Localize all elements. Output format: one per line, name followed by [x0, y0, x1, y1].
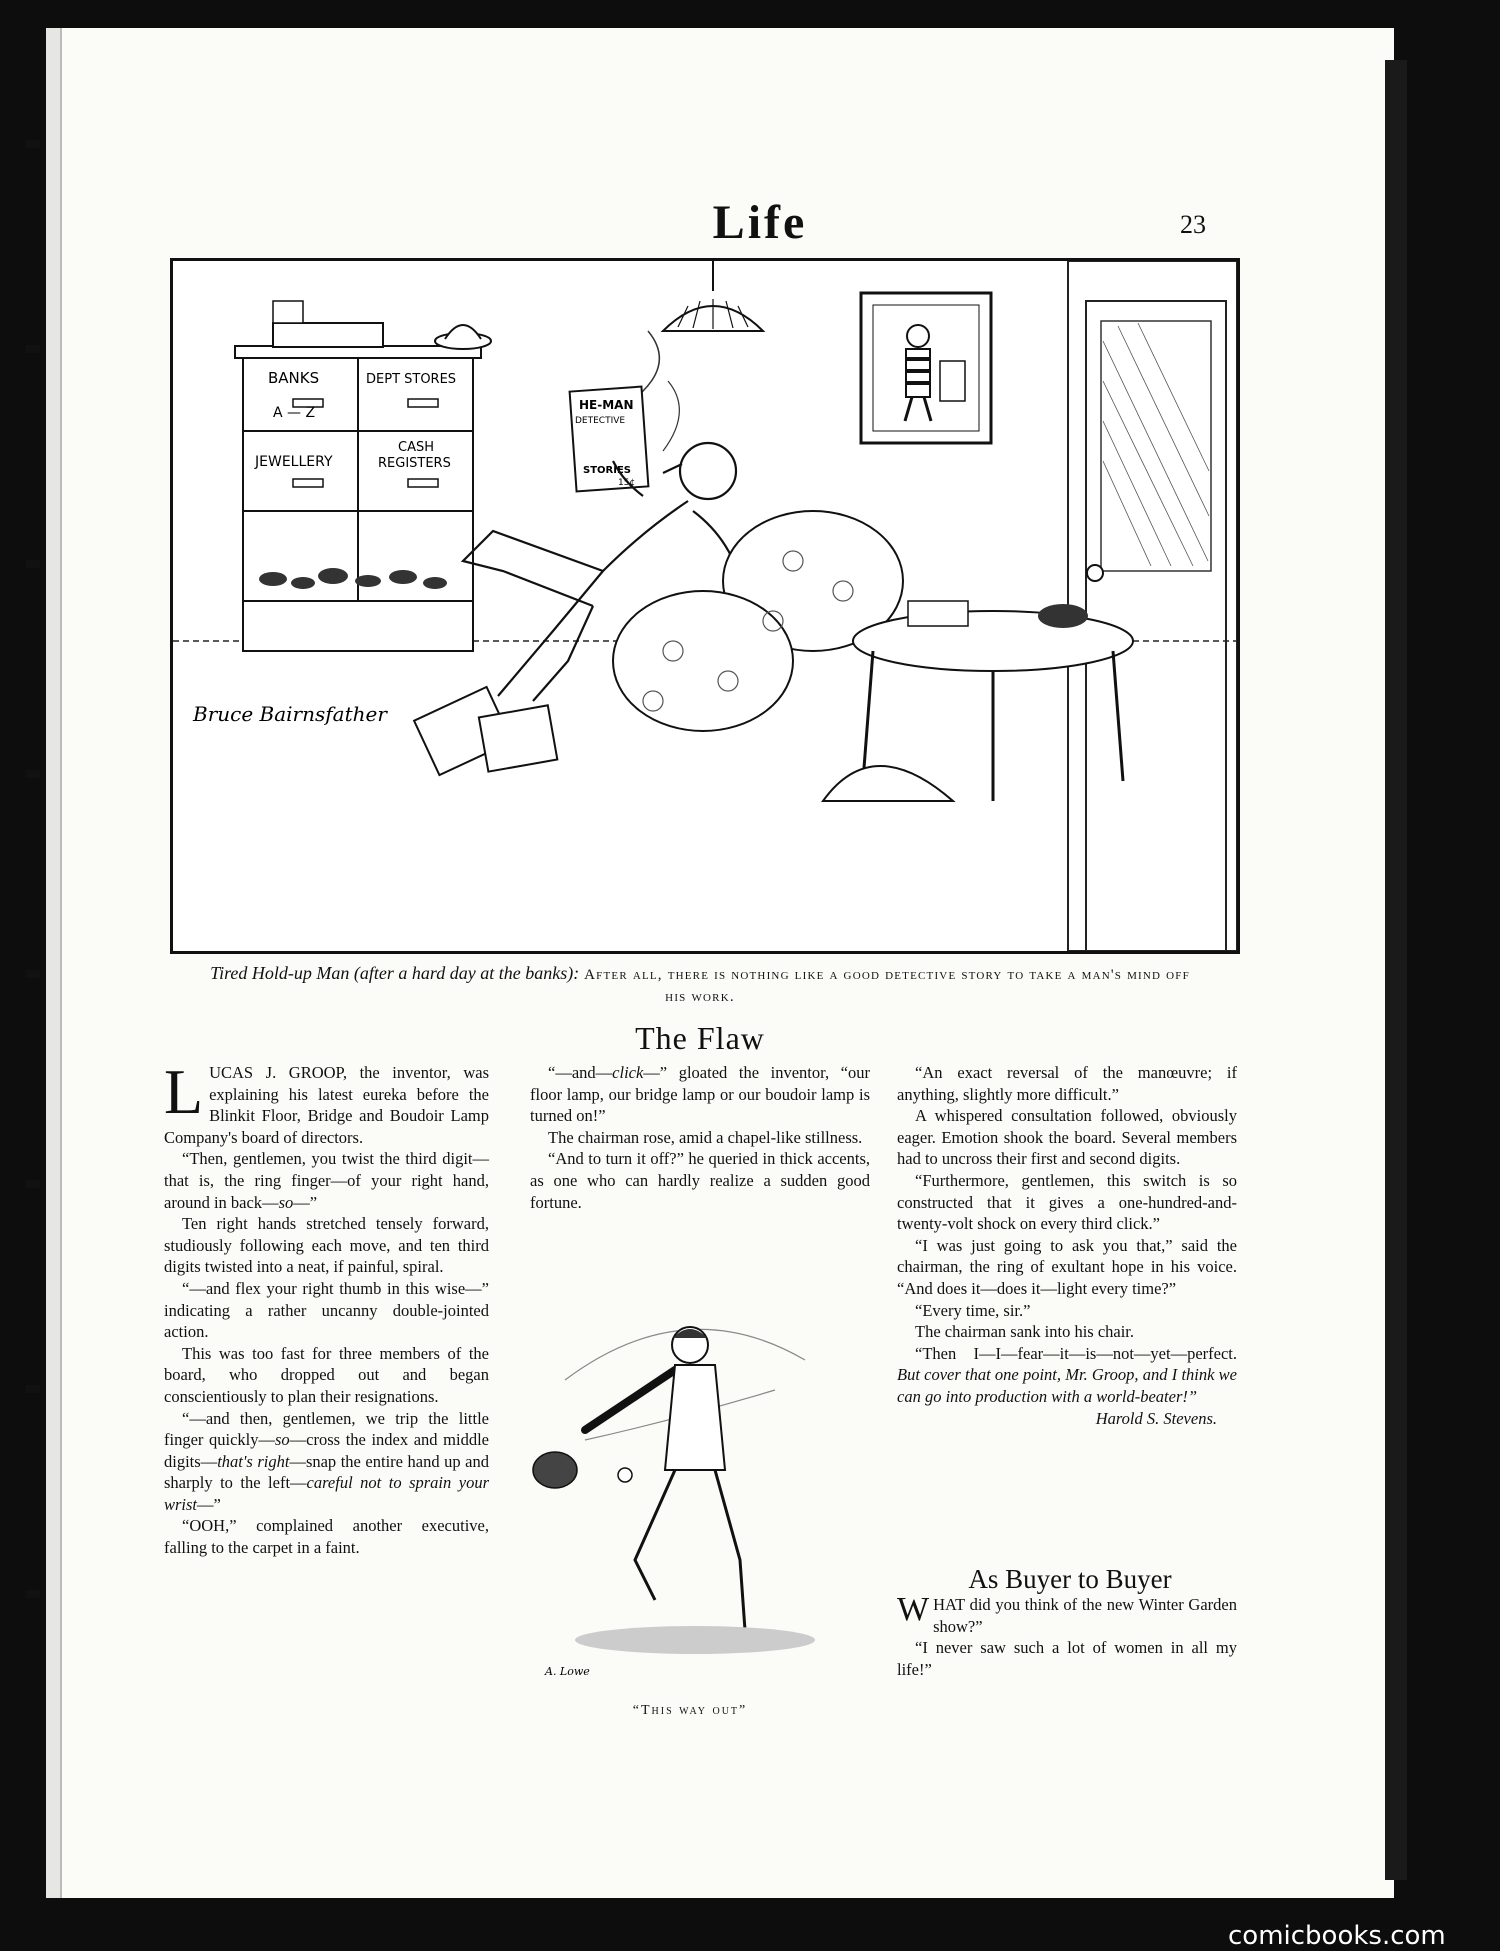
paragraph: “Furthermore, gentlemen, this switch is so constructed that it gives a one-hundred-and-twenty-volt shock on every third click.”: [897, 1170, 1237, 1234]
door-hatching: [1103, 323, 1209, 566]
sidebar-text: [897, 1591, 1237, 1680]
door-knob: [1087, 565, 1103, 581]
batter-leg: [715, 1470, 745, 1630]
books: [273, 323, 383, 347]
drawer-label-registers: REGISTERS: [378, 456, 451, 471]
cartoon-illustration: [170, 258, 1240, 954]
paragraph: This was too fast for three members of the board, who dropped out and began conscientiously to plan their resignations.: [164, 1343, 489, 1406]
baseball-ball: [618, 1468, 632, 1482]
drawer-label-az: A — Z: [273, 405, 316, 421]
paragraph: “—and—click—” gloated the inventor, “our floor lamp, our bridge lamp or our boudoir lamp is turned on!”: [530, 1063, 870, 1126]
article-lead: LUCAS J. GROOP, the inventor, was explaining his latest eureka before the Blinkit Floor, Bridge and Boudoir Lamp Company's board of directors.: [164, 1056, 489, 1147]
cartoon-caption: [200, 962, 1200, 1008]
side-table: [853, 611, 1133, 671]
bat: [585, 1370, 675, 1430]
binding-stitch: [26, 345, 40, 353]
baseball-signature: A. Lowe: [545, 1665, 590, 1678]
drawer-handle: [408, 399, 438, 407]
binding-stitch: [26, 770, 40, 778]
binding-stitch: [26, 560, 40, 568]
masthead: Life: [712, 196, 808, 249]
drawer-handle: [408, 479, 438, 487]
paragraph: “An exact reversal of the manœuvre; if anything, slightly more difficult.”: [897, 1063, 1237, 1104]
couch: [613, 591, 793, 731]
cartoon-drawing: [173, 261, 1237, 951]
drop-cap: L: [164, 1056, 204, 1127]
binding-stitch: [26, 1590, 40, 1598]
article-title: The Flaw: [635, 1020, 765, 1056]
paragraph: WHAT did you think of the new Winter Garden show?”: [897, 1591, 1237, 1636]
svg-text:HE-MAN: HE-MAN: [579, 398, 634, 412]
baseball-drawing: [525, 1300, 845, 1695]
drawer-label-jewellery: JEWELLERY: [255, 454, 333, 470]
page-number: 23: [1180, 210, 1206, 239]
baseball-illustration: [525, 1300, 845, 1695]
drawer-label-banks: BANKS: [268, 369, 320, 387]
drop-cap: W: [897, 1591, 930, 1628]
money-bag: [823, 766, 953, 801]
drawer-handle: [293, 479, 323, 487]
batter-body: [665, 1365, 725, 1470]
article-column-2: [530, 1062, 870, 1213]
paragraph: “Every time, sir.”: [915, 1300, 1031, 1320]
caption-text: After all, there is nothing like a good detective story to take a man's mind off his work.: [584, 967, 1190, 1005]
baseball-caption: “This way out”: [632, 1703, 748, 1718]
artist-signature: Bruce Bairnsfather: [193, 702, 387, 726]
paragraph: “Then I—I—fear—it—is—not—yet—perfect. But cover that one point, Mr. Groop, and I think we can go into production with a world-beater!”: [897, 1343, 1237, 1406]
floor-magazine: [479, 705, 557, 771]
paragraph: The chairman rose, amid a chapel-like stillness.: [548, 1127, 863, 1147]
detective-magazine: [570, 387, 649, 492]
drawer-label-dept: DEPT STORES: [366, 372, 457, 387]
binding-stitch: [26, 970, 40, 978]
page-edge-shadow: [1385, 60, 1407, 1880]
paragraph: “OOH,” complained another executive, falling to the carpet in a faint.: [164, 1516, 489, 1558]
page-gutter: [46, 28, 62, 1898]
paragraph: “And to turn it off?” he queried in thick accents, as one who can hardly realize a sudden good fortune.: [530, 1149, 870, 1212]
catcher-mitt: [533, 1452, 577, 1488]
paragraph: Ten right hands stretched tensely forward, studiously following each move, and ten third digits twisted into a neat, if painful, spiral.: [164, 1214, 489, 1277]
paragraph: “—and then, gentlemen, we trip the little finger quickly—so—cross the index and middle digits—that's right—snap the entire hand up and sharply to the left—careful not to sprain your wrist—”: [164, 1408, 489, 1514]
article-column-1: [164, 1056, 489, 1559]
cash-stack: [908, 601, 968, 626]
paragraph: “—and flex your right thumb in this wise—” indicating a rather uncanny double-jointed action.: [164, 1278, 489, 1342]
svg-text:DETECTIVE: DETECTIVE: [575, 416, 626, 426]
binding-stitch: [26, 1180, 40, 1188]
batter-leg: [635, 1470, 675, 1600]
sidebar-title: As Buyer to Buyer: [968, 1564, 1172, 1594]
drawer-label-cash: CASH: [398, 440, 434, 455]
binding-stitch: [26, 1385, 40, 1393]
paragraph: The chairman sank into his chair.: [915, 1322, 1135, 1342]
paragraph: A whispered consultation followed, obviously eager. Emotion shook the board. Several members had to uncross their first and second digits.: [897, 1106, 1237, 1169]
binding-stitch: [26, 140, 40, 148]
caption-speaker: Tired Hold-up Man (after a hard day at the banks):: [210, 963, 580, 983]
article-column-3: [897, 1062, 1237, 1429]
paragraph: “I was just going to ask you that,” said the chairman, the ring of exultant hope in his voice. “And does it—does it—light every time?”: [897, 1235, 1237, 1298]
paragraph: “I never saw such a lot of women in all my life!”: [897, 1638, 1237, 1679]
watermark: comicbooks.com: [1228, 1921, 1446, 1951]
mask: [1038, 604, 1088, 628]
paragraph: “Then, gentlemen, you twist the third digit—that is, the ring finger—of your right hand, around in back—so—”: [164, 1149, 489, 1212]
author-byline: Harold S. Stevens.: [1095, 1408, 1217, 1428]
svg-text:STORIES: STORIES: [583, 465, 631, 476]
ground-shadow: [575, 1626, 815, 1654]
svg-text:15¢: 15¢: [618, 478, 636, 488]
